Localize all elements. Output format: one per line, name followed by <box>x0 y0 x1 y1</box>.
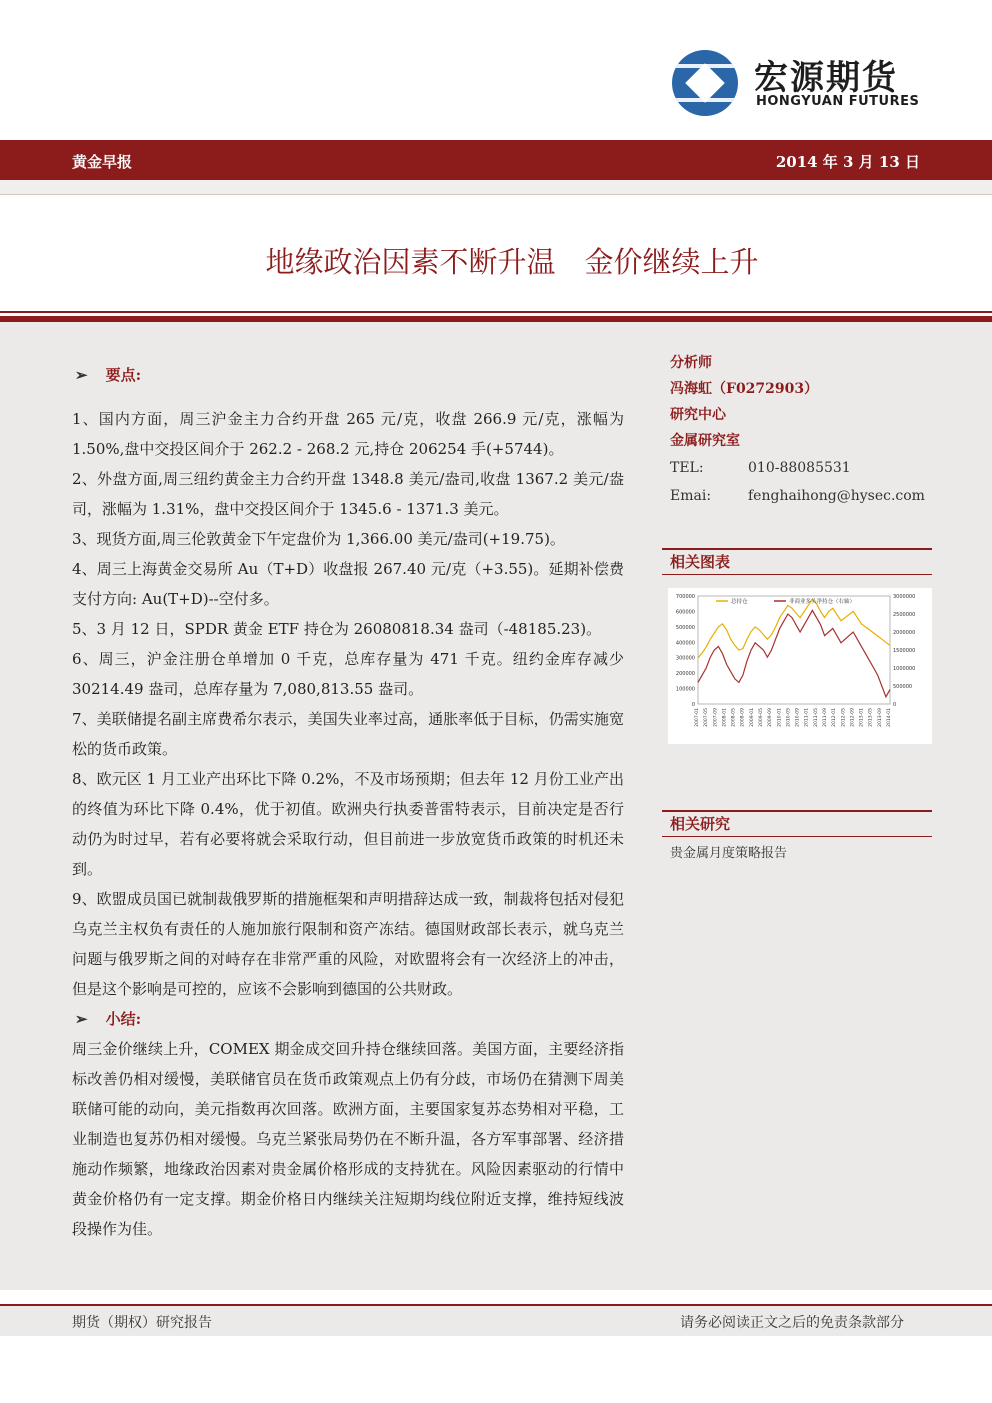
footer-disclaimer: 请务必阅读正文之后的免责条款部分 <box>680 1315 904 1331</box>
analyst-label: 分析师 <box>670 355 712 371</box>
x-tick-label: 2012-05 <box>841 708 847 727</box>
x-tick-label: 2010-01 <box>777 708 783 727</box>
x-tick-label: 2009-09 <box>768 708 774 727</box>
x-tick-label: 2008-05 <box>731 708 737 727</box>
logo-emblem-icon <box>672 50 738 116</box>
point-9: 9、欧盟成员国已就制裁俄罗斯的措施框架和声明措辞达成一致，制裁将包括对侵犯乌克兰主权负有责任的人施加旅行限制和资产冻结。德国财政部长表示，就乌克兰问题与俄罗斯之间的对峙存在非常严重的风险，对欧盟将会有一次经济上的冲击，但是这个影响是可控的，应该不会影响到德国的公共财政。 <box>72 890 624 998</box>
sidebar <box>670 350 932 510</box>
logo-cn-text: 宏源期货 <box>754 58 898 98</box>
series-line-1 <box>698 599 890 658</box>
y-left-tick-label: 700000 <box>675 594 695 600</box>
point-6: 6、周三，沪金注册仓单增加 0 千克，总库存量为 471 千克。纽约金库存减少 30214.49 盎司，总库存量为 7,080,813.55 盎司。 <box>72 650 624 698</box>
y-left-tick-label: 600000 <box>675 609 695 616</box>
arrow-icon: ➢ <box>75 1010 88 1028</box>
y-right-tick-label: 500000 <box>893 684 913 690</box>
y-left-tick-label: 500000 <box>675 624 695 631</box>
report-date: 2014 年 3 月 13 日 <box>775 153 920 171</box>
legend-label-1: 总持仓 <box>731 599 748 605</box>
related-research-link[interactable]: 贵金属月度策略报告 <box>670 846 788 861</box>
x-tick-label: 2007-01 <box>695 708 700 727</box>
x-tick-label: 2013-01 <box>859 708 865 727</box>
y-left-tick-label: 100000 <box>675 686 695 693</box>
point-7: 7、美联储提名副主席费希尔表示，美国失业率过高，通胀率低于目标，仍需实施宽松的货币政策。 <box>72 710 624 758</box>
footer <box>0 1304 992 1336</box>
y-right-tick-label: 3000000 <box>893 594 916 600</box>
x-tick-label: 2012-09 <box>850 708 856 727</box>
y-right-tick-label: 1500000 <box>893 648 916 654</box>
dept-metals: 金属研究室 <box>670 433 740 449</box>
chart <box>668 588 932 744</box>
dept-research-center: 研究中心 <box>670 407 726 423</box>
y-left-tick-label: 300000 <box>675 655 695 662</box>
x-tick-label: 2011-05 <box>813 708 819 727</box>
y-right-tick-label: 1000000 <box>893 666 916 672</box>
title-divider <box>0 311 992 313</box>
key-points-heading: ➢ 要点: <box>75 366 142 384</box>
x-tick-label: 2013-09 <box>877 708 883 727</box>
email-row: Emai: fenghaihong@hysec.com <box>670 488 925 504</box>
x-tick-label: 2009-01 <box>749 708 755 727</box>
x-tick-label: 2010-09 <box>795 708 801 727</box>
tel-row: TEL: 010-88085531 <box>670 460 851 476</box>
arrow-icon: ➢ <box>75 366 88 384</box>
point-1: 1、国内方面，周三沪金主力合约开盘 265 元/克，收盘 266.9 元/克，涨幅为 1.50%,盘中交投区间介于 262.2 - 268.2 元,持仓 206254 手(+5744)。 <box>72 410 624 458</box>
x-tick-label: 2008-01 <box>722 708 728 727</box>
main-content <box>72 360 624 1244</box>
x-tick-label: 2012-01 <box>832 708 838 727</box>
x-tick-label: 2013-05 <box>868 708 874 727</box>
x-tick-label: 2008-09 <box>740 708 746 727</box>
summary-text: 周三金价继续上升，COMEX 期金成交回升持仓继续回落。美国方面，主要经济指标改善仍相对缓慢，美联储官员在货币政策观点上仍有分歧，市场仍在猜测下周美联储可能的动向，美元指数再次回落。欧洲方面，主要国家复苏态势相对平稳，工业制造也复苏仍相对缓慢。乌克兰紧张局势仍在不断升温，各方军事部署、经济措施动作频繁，地缘政治因素对贵金属价格形成的支持犹在。风险因素驱动的行情中黄金价格仍有一定支撑。期金价格日内继续关注短期均线位附近支撑，维持短线波段操作为佳。 <box>72 1040 624 1238</box>
y-left-tick-label: 200000 <box>675 671 695 678</box>
x-tick-label: 2014-01 <box>887 708 892 727</box>
point-8: 8、欧元区 1 月工业产出环比下降 0.2%，不及市场预期；但去年 12 月份工业产出的终值为环比下降 0.4%，优于初值。欧洲央行执委普雷特表示，目前决定是否行动仍为时过早，若有必要将就会采取行动，但目前进一步放宽货币政策的时机还未到。 <box>72 770 624 878</box>
chart-svg <box>668 588 932 744</box>
tel-value: 010-88085531 <box>748 460 851 476</box>
x-tick-label: 2011-09 <box>823 708 828 727</box>
y-right-tick-label: 2500000 <box>893 612 916 618</box>
x-tick-label: 2011-01 <box>804 708 810 727</box>
x-tick-label: 2009-05 <box>759 708 764 727</box>
email-link[interactable]: fenghaihong@hysec.com <box>748 488 925 504</box>
x-tick-label: 2007-05 <box>704 708 710 727</box>
chart-plot-frame <box>698 596 890 704</box>
analyst-name: 冯海虹（F0272903） <box>670 381 819 397</box>
legend-label-2: 非商业多头净持仓（右轴） <box>789 599 856 605</box>
footer-left: 期货（期权）研究报告 <box>72 1315 212 1331</box>
company-logo <box>672 48 932 118</box>
point-3: 3、现货方面,周三伦敦黄金下午定盘价为 1,366.00 美元/盎司(+19.75)。 <box>72 530 565 548</box>
y-right-tick-label: 0 <box>893 702 897 708</box>
summary-heading: ➢ 小结: <box>75 1010 142 1028</box>
header-bar <box>0 140 992 180</box>
page-title: 地缘政治因素不断升温 金价继续上升 <box>265 245 759 279</box>
x-tick-label: 2010-05 <box>786 708 792 727</box>
logo-en-text: HONGYUAN FUTURES <box>756 94 920 109</box>
y-right-tick-label: 2000000 <box>893 630 916 636</box>
point-4: 4、周三上海黄金交易所 Au（T+D）收盘报 267.40 元/克（+3.55)。延期补偿费支付方向: Au(T+D)--空付多。 <box>72 560 624 608</box>
x-tick-label: 2007-09 <box>713 708 719 727</box>
related-research-heading: 相关研究 <box>662 810 932 837</box>
related-charts-heading: 相关图表 <box>662 548 932 575</box>
point-2: 2、外盘方面,周三纽约黄金主力合约开盘 1348.8 美元/盎司,收盘 1367.2 美元/盎司，涨幅为 1.31%，盘中交投区间介于 1345.6 - 1371.3 美元。 <box>72 470 624 518</box>
report-type: 黄金早报 <box>72 153 133 171</box>
y-left-tick-label: 400000 <box>675 640 695 647</box>
y-left-tick-label: 0 <box>691 702 695 708</box>
header-band <box>0 180 992 195</box>
point-5: 5、3 月 12 日，SPDR 黄金 ETF 持仓为 26080818.34 盎司（-48185.23)。 <box>72 620 602 638</box>
